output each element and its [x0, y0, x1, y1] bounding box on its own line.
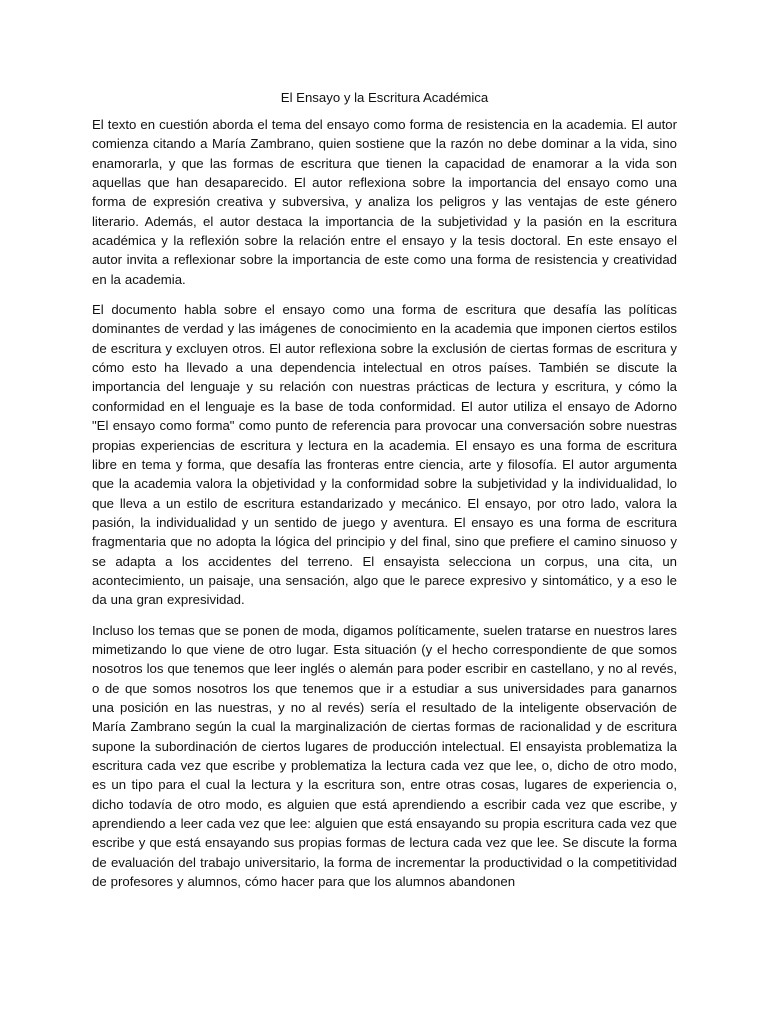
paragraph: Incluso los temas que se ponen de moda, digamos políticamente, suelen tratarse en nuestros lares mimetizando lo que viene de otro lugar. Esta situación (y el hecho correspondiente de que somos nosotros los que tenemos que leer inglés o alemán para poder escribir en castellano, y no al revés, o de que somos nosotros los que tenemos que ir a estudiar a sus universidades para ganarnos una posición en las nuestras, y no al revés) sería el resultado de la inteligente observación de María Zambrano según la cual la marginalización de ciertas formas de racionalidad y de escritura supone la subordinación de ciertos lugares de producción intelectual. El ensayista problematiza la escritura cada vez que escribe y problematiza la lectura cada vez que lee, o, dicho de otro modo, es un tipo para el cual la lectura y la escritura son, entre otras cosas, lugares de experiencia o, dicho todavía de otro modo, es alguien que está aprendiendo a escribir cada vez que escribe, y aprendiendo a leer cada vez que lee: alguien que está ensayando su propia escritura cada vez que escribe y que está ensayando sus propias formas de lectura cada vez que lee. Se discute la forma de evaluación del trabajo universitario, la forma de incrementar la productividad o la competitividad de profesores y alumnos, cómo hacer para que los alumnos abandonen [92, 622, 677, 890]
paragraph: El documento habla sobre el ensayo como una forma de escritura que desafía las políticas dominantes de verdad y las imágenes de conocimiento en la academia que imponen ciertos estilos de escritura y excluyen otros. El autor reflexiona sobre la exclusión de ciertas formas de escritura y cómo esto ha llevado a una dependencia intelectual en otros países. También se discute la importancia del lenguaje y su relación con nuestras prácticas de lectura y escritura, y cómo la conformidad en el lenguaje es la base de toda conformidad. El autor utiliza el ensayo de Adorno "El ensayo como forma" como punto de referencia para provocar una conversación sobre nuestras propias experiencias de escritura y lectura en la academia. El ensayo es una forma de escritura libre en tema y forma, que desafía las fronteras entre ciencia, arte y filosofía. El autor argumenta que la academia valora la objetividad y la conformidad sobre la subjetividad y la individualidad, lo que lleva a un estilo de escritura estandarizado y mecánico. El ensayo, por otro lado, valora la pasión, la individualidad y un sentido de juego y aventura. El ensayo es una forma de escritura fragmentaria que no adopta la lógica del principio y del final, sino que prefiere el camino sinuoso y se adapta a los accidentes del terreno. El ensayista selecciona un corpus, una cita, un acontecimiento, un paisaje, una sensación, algo que le parece expresivo y sintomático, y a eso le da una gran expresividad. [92, 302, 677, 608]
document-title: El Ensayo y la Escritura Académica [280, 90, 489, 105]
paragraph: El texto en cuestión aborda el tema del ensayo como forma de resistencia en la academia. El autor comienza citando a María Zambrano, quien sostiene que la razón no debe dominar a la vida, sino enamorarla, y que las formas de escritura que tienen la capacidad de enamorar a la vida son aquellas que han desaparecido. El autor reflexiona sobre la importancia del ensayo como una forma de expresión creativa y subversiva, y analiza los peligros y las ventajas de este género literario. Además, el autor destaca la importancia de la subjetividad y la pasión en la escritura académica y la reflexión sobre la relación entre el ensayo y la tesis doctoral. En este ensayo el autor invita a reflexionar sobre la importancia de este como una forma de resistencia y creatividad en la academia. [92, 117, 677, 287]
